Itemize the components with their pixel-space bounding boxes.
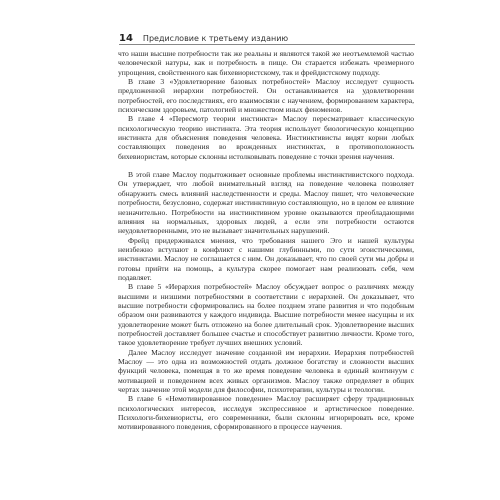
paragraph: Фрейд придерживался мнения, что требования нашего Эго и нашей культуры неизбежно вступают в конфликт с нашими глубинными, по сути эгоистическими, инстинктами. Маслоу не соглашается с ним. Он доказывает, что по своей сути мы добры и готовы прийти на помощь, а культура скорее помогает нам реализовать себя, чем подавляет.	[118, 235, 414, 282]
running-title: Предисловие к третьему изданию	[142, 33, 289, 43]
paragraph: Далее Маслоу исследует значение созданной им иерархии. Иерархия потребностей Маслоу — это одна из возможностей отдать должное богатству и сложности высших функций человека, помещая в то же время поведение человека в единый континуум с мотивацией и поведением всех живых организмов. Маслоу также определяет в общих чертах значение этой модели для философии, психотерапии, культуры и теологии.	[118, 347, 414, 395]
paragraph: что наши высшие потребности так же реальны и являются такой же неотъемлемой частью человеческой натуры, как и потребность в пище. Он старается избежать чрезмерного упрощения, свойственного как бихевиористскому, так и фрейдистскому подходу.	[118, 49, 414, 77]
body-text	[118, 49, 414, 432]
paragraph: В главе 4 «Пересмотр теории инстинкта» Маслоу пересматривает классическую психологическую теорию инстинкта. Эта теория использует биологическую концепцию инстинкта для объяснения поведения человека. Инстинктивисты видят корни любых составляющих поведения во врожденных инстинктах, в противоположность бихевиористам, которые склонны истолковывать поведение с точки зрения научения.	[118, 114, 414, 161]
page-number: 14	[119, 32, 133, 44]
running-header	[119, 31, 288, 45]
header-rule	[119, 44, 415, 45]
paragraph: В главе 5 «Иерархия потребностей» Маслоу обсуждает вопрос о различиях между высшими и низшими потребностями в соответствии с иерархией. Он доказывает, что высшие потребности сформировались на более позднем этапе развития и что подобным образом они развиваются у каждого индивида. Высшие потребности менее насущны и их удовлетворение может быть отложено на более длительный срок. Удовлетворение высших потребностей доставляет большее счастье и способствует развитию личности. Кроме того, такое удовлетворение требует лучших внешних условий.	[118, 282, 414, 348]
paragraph: В главе 6 «Немотивированное поведение» Маслоу расширяет сферу традиционных психологических интересов, исследуя экспрессивное и артистическое поведение. Психологи-бихевиористы, его современники, были склонны игнорировать все, кроме мотивированного поведения, сформированного в процессе научения.	[118, 394, 414, 432]
paragraph: В этой главе Маслоу подытоживает основные проблемы инстинктивистского подхода. Он утверждает, что любой внимательный взгляд на поведение человека позволяет обнаружить смесь влияний наследственности и среды. Маслоу пишет, что человеческие потребности, безусловно, содержат инстинктивную составляющую, но в целом ее влияние незначительно. Потребности на инстинктивном уровне оказываются преобладающими влияния на нормальных, здоровых людей, а если эти потребности остаются неудовлетворенными, это не вызывает значительных нарушений.	[118, 170, 414, 236]
paragraph: В главе 3 «Удовлетворение базовых потребностей» Маслоу исследует сущность предложенной иерархии потребностей. Он останавливается на удовлетворении потребностей, его последствиях, его взаимосвязи с научением, формированием характера, психическим здоровьем, патологией и множеством иных феноменов.	[118, 77, 414, 115]
